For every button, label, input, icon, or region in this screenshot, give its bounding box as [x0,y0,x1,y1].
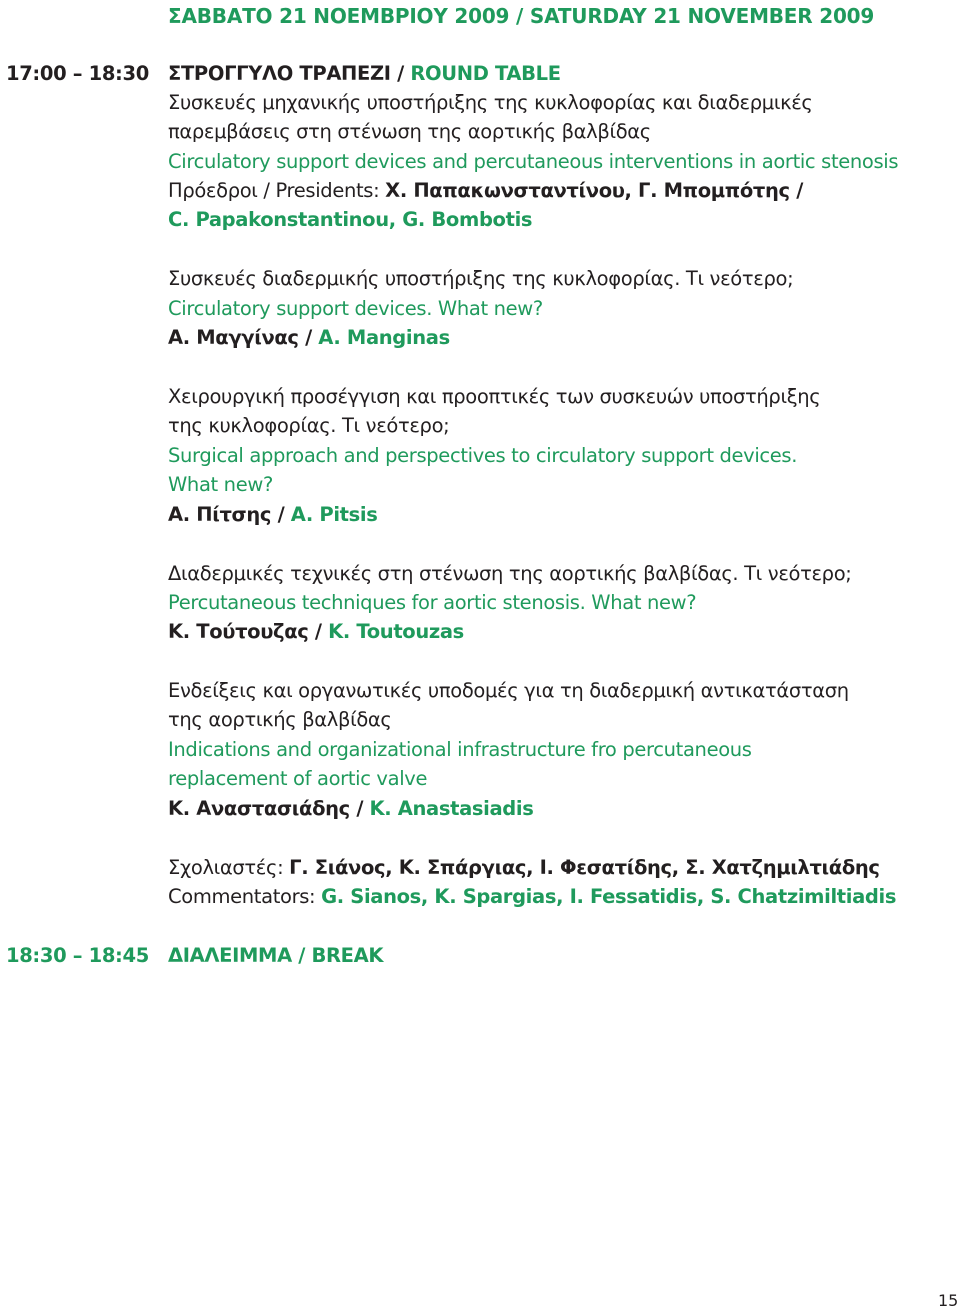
talk-title-gr-line1: Χειρουργική προσέγγιση και προοπτικές των συσκευών υποστήριξης [168,385,821,408]
presidents-en: C. Papakonstantinou, G. Bombotis [168,208,533,231]
talk-title-en-line2: replacement of aortic valve [168,767,428,790]
session-title-gr: ΣΤΡΟΓΓΥΛΟ ΤΡΑΠΕΖΙ / [168,62,411,85]
talk-speaker [168,501,377,529]
speaker-gr: Α. Μαγγίνας / [168,326,319,349]
talk-speaker [168,618,464,646]
commentators-label-gr: Σχολιαστές: [168,856,290,879]
speaker-gr: Α. Πίτσης / [168,503,291,526]
session-time: 17:00 – 18:30 [6,62,149,85]
commentators-en [168,883,896,911]
talk-speaker [168,324,450,352]
talk-title-gr-line2: της κυκλοφορίας. Τι νεότερο; [168,414,450,437]
session-topic-gr-line1: Συσκευές μηχανικής υποστήριξης της κυκλοφορίας και διαδερμικές [168,91,813,114]
speaker-en: A. Manginas [318,326,450,349]
talk-title-en-line1: Indications and organizational infrastructure fro percutaneous [168,738,752,761]
talk-title-en: Circulatory support devices. What new? [168,297,543,320]
talk-title-gr-line2: της αορτικής βαλβίδας [168,708,392,731]
talk-title-en-line2: What new? [168,473,273,496]
speaker-gr: Κ. Αναστασιάδης / [168,797,370,820]
presidents-label: Πρόεδροι / Presidents: [168,179,386,202]
session-topic-en: Circulatory support devices and percutaneous interventions in aortic stenosis [168,150,899,173]
break-time: 18:30 – 18:45 [6,944,149,967]
commentators-names-en: G. Sianos, K. Spargias, I. Fessatidis, S. Chatzimiltiadis [321,885,897,908]
talk-title-en-line1: Surgical approach and perspectives to circulatory support devices. [168,444,798,467]
page-number: 15 [938,1291,959,1310]
page-header: ΣΑΒΒΑΤΟ 21 ΝΟΕΜΒΡΙΟΥ 2009 / SATURDAY 21 NOVEMBER 2009 [168,4,875,28]
speaker-en: K. Anastasiadis [369,797,534,820]
talk-speaker [168,795,534,823]
presidents-gr: Χ. Παπακωνσταντίνου, Γ. Μπομπότης / [385,179,803,202]
speaker-en: A. Pitsis [290,503,378,526]
session-presidents [168,177,803,205]
commentators-gr [168,854,880,882]
talk-title-en: Percutaneous techniques for aortic stenosis. What new? [168,591,697,614]
commentators-names-gr: Γ. Σιάνος, Κ. Σπάργιας, Ι. Φεσατίδης, Σ. Χατζημιλτιάδης [289,856,880,879]
speaker-gr: Κ. Τούτουζας / [168,620,329,643]
talk-title-gr-line1: Ενδείξεις και οργανωτικές υποδομές για τη διαδερμική αντικατάσταση [168,679,849,702]
commentators-label-en: Commentators: [168,885,322,908]
talk-title-gr: Συσκευές διαδερμικής υποστήριξης της κυκλοφορίας. Τι νεότερο; [168,267,794,290]
session-topic-gr-line2: παρεμβάσεις στη στένωση της αορτικής βαλβίδας [168,120,651,143]
speaker-en: K. Toutouzas [328,620,464,643]
break-label: ΔΙΑΛΕΙΜΜΑ / BREAK [168,944,384,967]
session-title-en: ROUND TABLE [410,62,561,85]
session-title [168,60,561,88]
talk-title-gr: Διαδερμικές τεχνικές στη στένωση της αορτικής βαλβίδας. Τι νεότερο; [168,562,852,585]
